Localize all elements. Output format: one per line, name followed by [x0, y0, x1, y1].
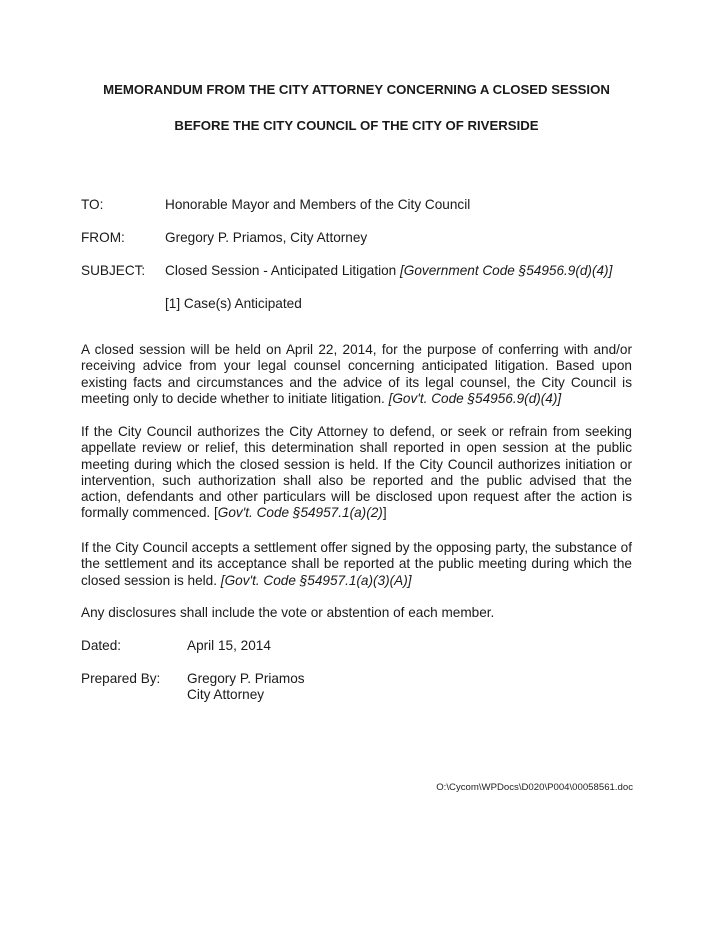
prepared-by-title: City Attorney	[187, 687, 265, 703]
prepared-by-row	[81, 671, 305, 704]
header-subject-row	[81, 263, 612, 278]
paragraph-3-citation: [Gov't. Code §54957.1(a)(3)(A)]	[220, 572, 412, 588]
paragraph-2-citation: Gov't. Code §54957.1(a)(2)	[217, 505, 383, 521]
prepared-by-label: Prepared By:	[81, 671, 161, 686]
header-to-row	[81, 197, 470, 212]
paragraph-3-text: If the City Council accepts a settlement offer signed by the opposing party, the substance of the settlement and its acceptance shall be reported at the public meeting during which the closed session is held.	[81, 540, 632, 588]
to-label: TO:	[81, 197, 104, 212]
paragraph-disclosures: Any disclosures shall include the vote or abstention of each member.	[81, 605, 495, 620]
subject-label: SUBJECT:	[81, 263, 146, 278]
paragraph-2-bracket-open: [	[213, 505, 218, 521]
subject-value	[165, 263, 612, 278]
from-value: Gregory P. Priamos, City Attorney	[165, 230, 368, 245]
footer-file-path: O:\Cycom\WPDocs\D020\P004\00058561.doc	[436, 782, 633, 793]
subject-text: Closed Session - Anticipated Litigation	[165, 263, 401, 278]
prepared-by-name: Gregory P. Priamos	[187, 671, 305, 686]
dated-label: Dated:	[81, 638, 122, 653]
prepared-by-value	[187, 671, 305, 704]
dated-value: April 15, 2014	[187, 638, 271, 653]
dated-row	[81, 638, 271, 654]
paragraph-closed-session	[81, 342, 632, 407]
memo-title-line-2: BEFORE THE CITY COUNCIL OF THE CITY OF RIVERSIDE	[174, 118, 539, 133]
paragraph-1-text: A closed session will be held on April 22, 2014, for the purpose of conferring with and/or receiving advice from your legal counsel concerning anticipated litigation. Based upon existing facts and circumstances and the advice of its legal counsel, the City Council is meeting only to decide whether to initiate litigation.	[81, 342, 632, 406]
paragraph-1-citation: [Gov't. Code §54956.9(d)(4)]	[388, 390, 562, 406]
memo-title-line-1: MEMORANDUM FROM THE CITY ATTORNEY CONCERNING A CLOSED SESSION	[103, 82, 610, 97]
subject-cases-anticipated: [1] Case(s) Anticipated	[165, 296, 302, 311]
paragraph-settlement	[81, 540, 632, 589]
paragraph-authorization	[81, 424, 632, 522]
paragraph-2-text: If the City Council authorizes the City Attorney to defend, or seek or refrain from seeking appellate review or relief, this determination shall reported in open session at the public meeting during which the closed session is held. If the City Council authorizes initiation or intervention, such authorization shall also be reported and the public advised that the action, defendants and other particulars will be disclosed upon request after the action is formally commenced.	[81, 424, 632, 521]
from-label: FROM:	[81, 230, 125, 245]
paragraph-2-bracket-close: ]	[382, 505, 387, 521]
header-from-row	[81, 230, 367, 245]
subject-citation: [Government Code §54956.9(d)(4)]	[400, 263, 613, 278]
to-value: Honorable Mayor and Members of the City Council	[165, 197, 471, 212]
